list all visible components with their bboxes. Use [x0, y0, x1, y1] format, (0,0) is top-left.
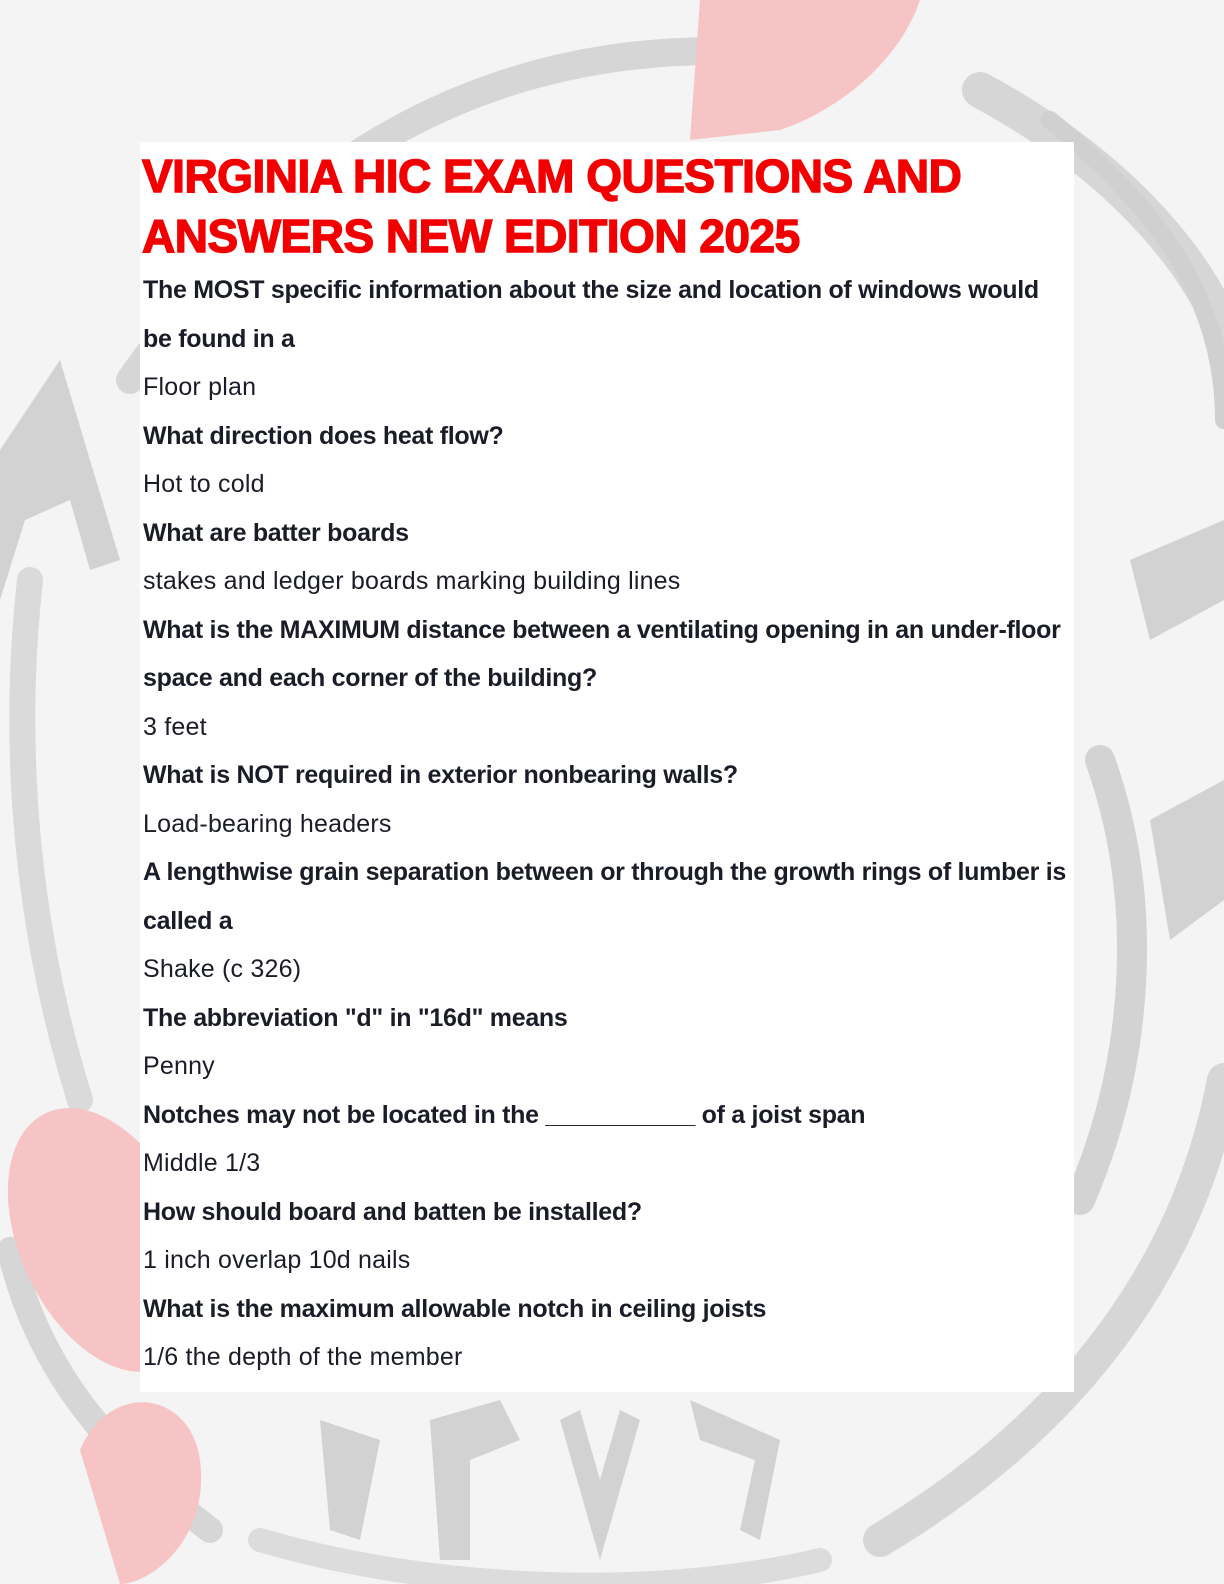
qa-item	[143, 1285, 1074, 1382]
qa-item	[143, 848, 1074, 994]
document-page	[140, 142, 1074, 1392]
question-text: What is the MAXIMUM distance between a ventilating opening in an under-floor space and each corner of the building?	[143, 615, 1061, 692]
document-title: VIRGINIA HIC EXAM QUESTIONS AND ANSWERS NEW EDITION 2025	[142, 150, 962, 262]
answer-text: Middle 1/3	[143, 1149, 261, 1177]
qa-item	[143, 1188, 1074, 1285]
qa-item	[143, 509, 1074, 606]
question-text: A lengthwise grain separation between or through the growth rings of lumber is called a	[143, 858, 1066, 935]
qa-item	[143, 266, 1074, 412]
qa-item	[143, 1091, 1074, 1188]
answer-text: Load-bearing headers	[143, 809, 392, 838]
answer-text: 1/6 the depth of the member	[143, 1343, 463, 1371]
qa-item	[143, 751, 1074, 848]
question-text: What is NOT required in exterior nonbearing walls?	[143, 761, 738, 789]
question-text: What are batter boards	[143, 518, 409, 547]
answer-text: Hot to cold	[143, 470, 265, 498]
qa-item	[143, 606, 1074, 752]
question-text: Notches may not be located in the ___________ of a joist span	[143, 1100, 866, 1129]
qa-list	[140, 266, 1074, 1382]
answer-text: Shake (c 326)	[143, 955, 302, 983]
question-text: How should board and batten be installed?	[143, 1197, 642, 1226]
question-text: What direction does heat flow?	[143, 421, 504, 450]
answer-text: stakes and ledger boards marking building lines	[143, 567, 681, 595]
qa-item	[143, 994, 1074, 1091]
answer-text: 3 feet	[143, 712, 207, 741]
answer-text: Penny	[143, 1052, 215, 1080]
question-text: The abbreviation "d" in "16d" means	[143, 1003, 568, 1032]
question-text: The MOST specific information about the size and location of windows would be found in a	[143, 276, 1039, 353]
answer-text: Floor plan	[143, 373, 257, 401]
answer-text: 1 inch overlap 10d nails	[143, 1246, 411, 1274]
qa-item	[143, 412, 1074, 509]
question-text: What is the maximum allowable notch in ceiling joists	[143, 1294, 767, 1323]
